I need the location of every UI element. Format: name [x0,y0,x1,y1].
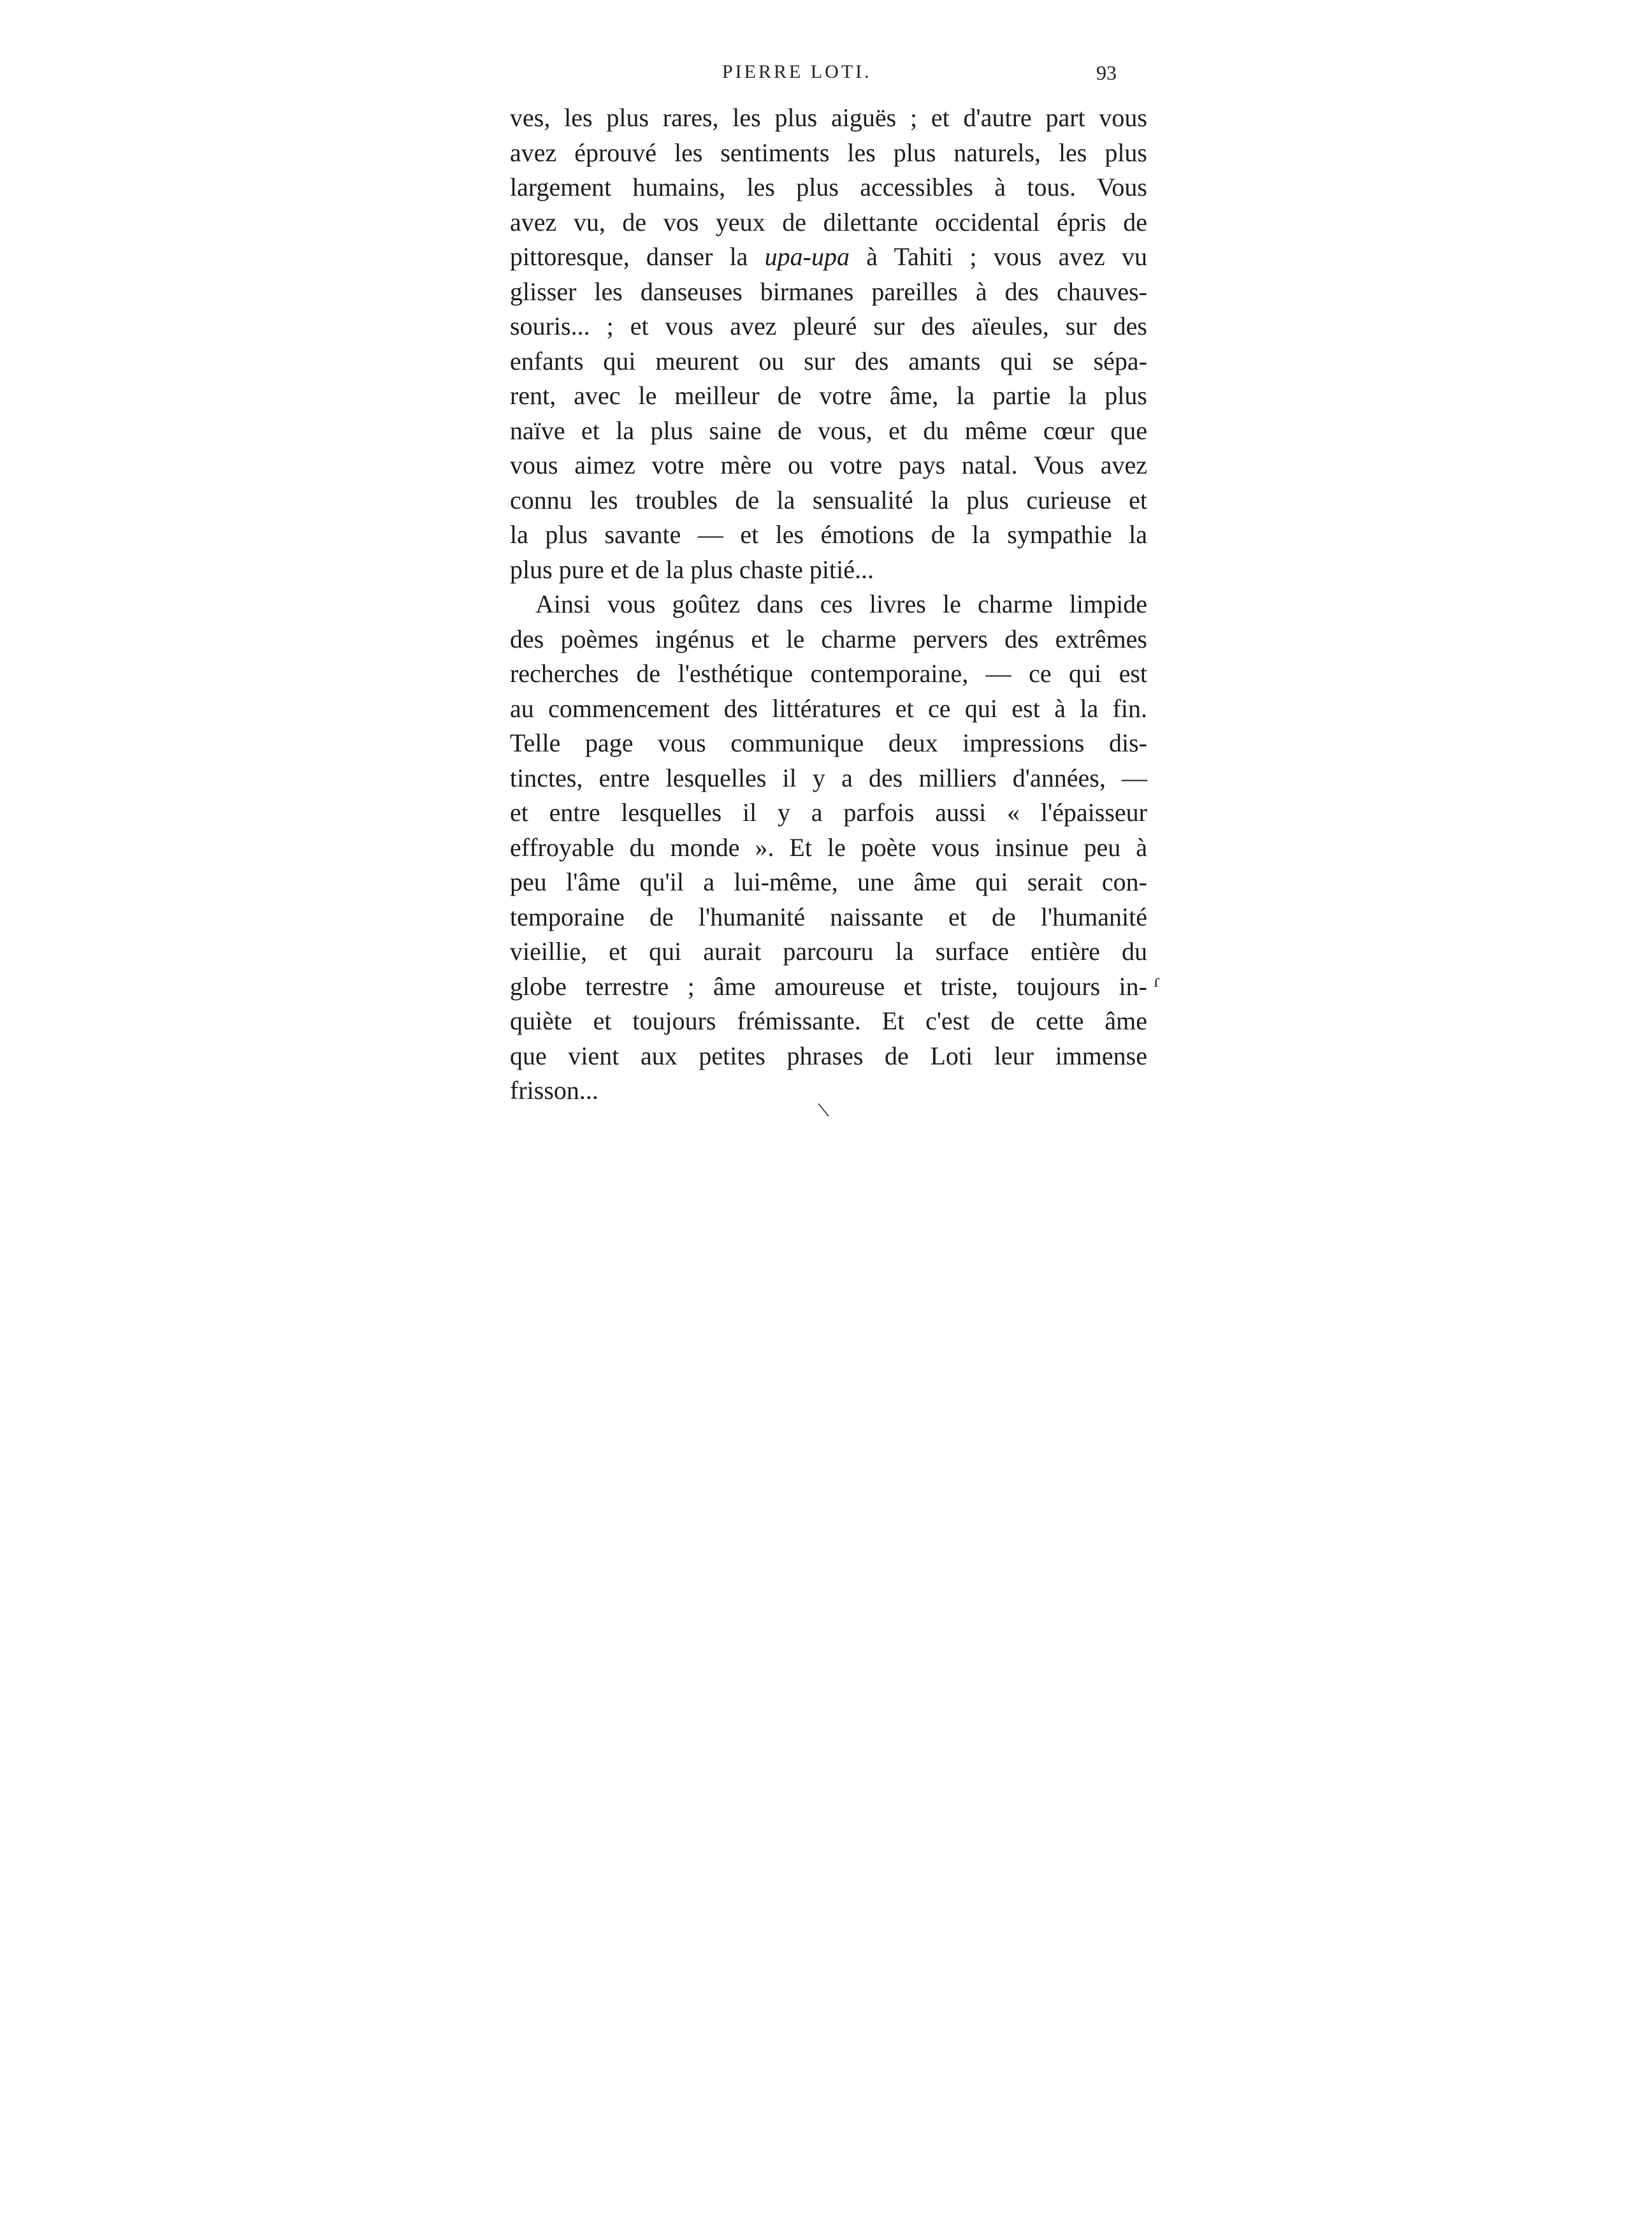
text-line: souris... ; et vous avez pleuré sur des aïeules, sur des [510,312,1147,340]
text-segment: pittoresque, danser la [510,242,748,271]
text-line: au commencement des littératures et ce qui est à la fin. [510,693,1147,723]
text-line: la plus savante — et les émotions de la sympathie la [510,520,1147,549]
text-line: connu les troubles de la sensualité la plus curieuse et [510,485,1147,514]
running-head [510,59,1147,89]
text-line: glisser les danseuses birmanes pareilles à des chauves- [510,277,1147,306]
book-page [510,59,1147,1108]
text-line: vieillie, et qui aurait parcouru la surface entière du [510,937,1147,966]
text-line: globe terrestre ; âme amoureuse et triste, toujours in- [510,971,1147,1001]
text-line: effroyable du monde ». Et le poète vous insinue peu à [510,832,1147,862]
text-line: quiète et toujours frémissante. Et c'est de cette âme [510,1006,1147,1035]
paragraph-2 [510,587,1147,1108]
page-number: 93 [1096,61,1117,84]
text-line: rent, avec le meilleur de votre âme, la partie la plus [510,381,1147,410]
text-line: frisson... [510,1076,598,1105]
stray-ink-mark: \ [816,1096,831,1123]
text-line: temporaine de l'humanité naissante et de l'humanité [510,902,1147,931]
text-line: enfants qui meurent ou sur des amants qui se sépa- [510,346,1147,375]
text-line: recherches de l'esthétique contemporaine, — ce qui est [510,659,1147,688]
italic-term: upa-upa [764,242,850,271]
text-segment: à Tahiti ; vous avez vu [866,242,1147,271]
text-line [510,240,1147,275]
text-line: Ainsi vous goûtez dans ces livres le charme limpide [535,590,1147,618]
text-body [510,101,1147,1108]
text-line: plus pure et de la plus chaste pitié... [510,555,874,584]
paragraph-1 [510,101,1147,587]
text-line: avez vu, de vos yeux de dilettante occidental épris de [510,207,1147,236]
text-line: Telle page vous communique deux impressions dis- [510,729,1147,757]
text-line: largement humains, les plus accessibles à tous. Vous [510,173,1147,201]
stray-ink-mark: ɾ [1154,970,1160,991]
text-line: tinctes, entre lesquelles il y a des milliers d'années, — [510,763,1147,792]
text-line: ves, les plus rares, les plus aiguës ; et d'autre part vous [510,103,1147,132]
text-line: vous aimez votre mère ou votre pays natal. Vous avez [510,451,1147,479]
text-line: et entre lesquelles il y a parfois aussi « l'épaisseur [510,798,1147,827]
running-title: PIERRE LOTI. [722,61,872,82]
text-line: naïve et la plus saine de vous, et du même cœur que [510,416,1147,445]
text-line: peu l'âme qu'il a lui-même, une âme qui serait con- [510,868,1147,896]
text-line: des poèmes ingénus et le charme pervers des extrêmes [510,624,1147,653]
text-line: avez éprouvé les sentiments les plus naturels, les plus [510,138,1147,167]
text-line: que vient aux petites phrases de Loti leur immense [510,1041,1147,1070]
